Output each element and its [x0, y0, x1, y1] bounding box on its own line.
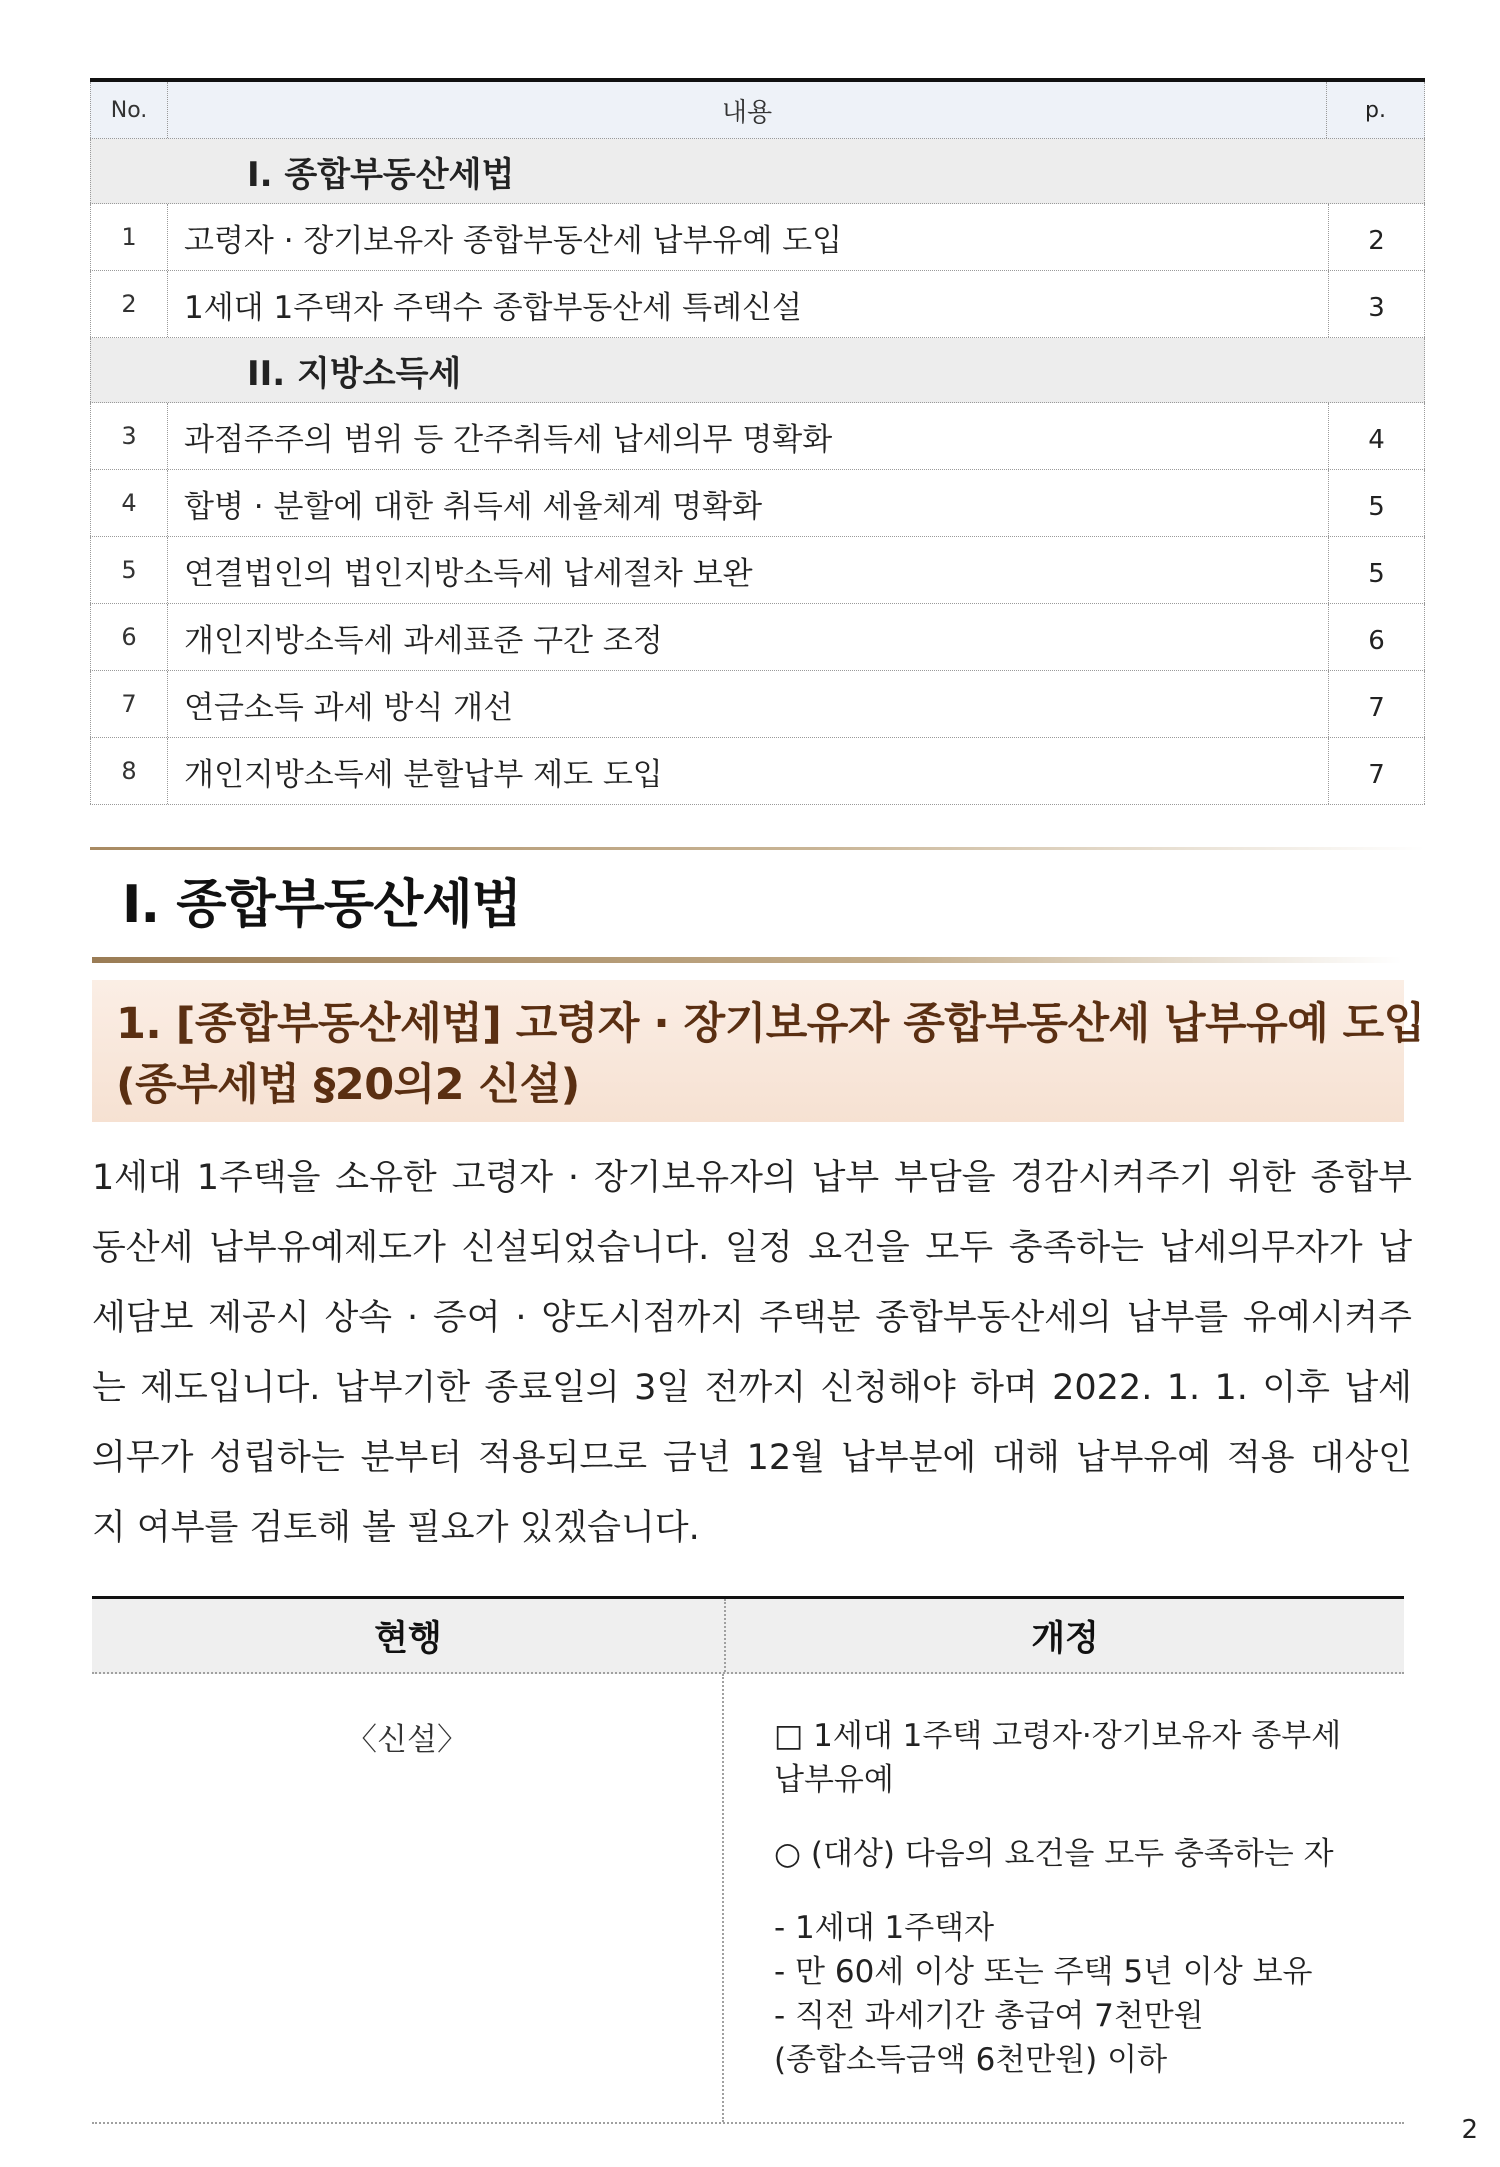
toc-item-title: 합병 · 분할에 대한 취득세 세율체계 명확화	[184, 488, 763, 525]
revised-condition: (종합소득금액 6천만원) 이하	[774, 2042, 1168, 2078]
toc-header-page: p.	[1326, 82, 1425, 138]
toc-item-title: 연금소득 과세 방식 개선	[184, 689, 514, 726]
toc-item-row	[90, 271, 1425, 338]
toc-header-row	[90, 82, 1425, 139]
toc-section-title: I. 종합부동산세법	[167, 139, 1425, 203]
paragraph-line: 는 제도입니다. 납부기한 종료일의 3일 전까지 신청해야 하며 2022. 1. 1. 이후 납세	[92, 1368, 1412, 1408]
subtitle-line-2: (종부세법 §20의2 신설)	[116, 1060, 580, 1110]
toc-item-row	[90, 403, 1425, 470]
toc-item-title: 개인지방소득세 과세표준 구간 조정	[184, 622, 663, 659]
paragraph-line: 지 여부를 검토해 볼 필요가 있겠습니다.	[92, 1508, 700, 1548]
subtitle-line-1: 1. [종합부동산세법] 고령자 · 장기보유자 종합부동산세 납부유예 도입	[116, 999, 1425, 1049]
toc-item-no: 4	[90, 470, 168, 536]
revised-condition: - 만 60세 이상 또는 주택 5년 이상 보유	[774, 1954, 1313, 1990]
toc-item-no: 6	[90, 604, 168, 670]
toc-item-page: 7	[1328, 738, 1425, 804]
toc-item-title: 과점주주의 범위 등 간주취득세 납세의무 명확화	[184, 421, 833, 458]
toc-header-content: 내용	[721, 97, 773, 128]
toc-item-page: 3	[1328, 271, 1425, 337]
comparison-table	[92, 1596, 1404, 2123]
paragraph-line: 세담보 제공시 상속 · 증여 · 양도시점까지 주택분 종합부동산세의 납부를 유예시켜주	[92, 1298, 1412, 1338]
subtitle-band	[92, 980, 1425, 1122]
section-rule-top	[90, 847, 1425, 850]
toc-item-row	[90, 537, 1425, 604]
toc-item-title: 개인지방소득세 분할납부 제도 도입	[184, 756, 663, 793]
toc-item-no: 8	[90, 738, 168, 804]
toc-item-no: 5	[90, 537, 168, 603]
revised-condition: - 1세대 1주택자	[774, 1910, 995, 1946]
toc-item-row	[90, 470, 1425, 537]
toc-item-title: 1세대 1주택자 주택수 종합부동산세 특례신설	[184, 289, 802, 326]
toc-item-row	[90, 604, 1425, 671]
paragraph-line: 1세대 1주택을 소유한 고령자 · 장기보유자의 납부 부담을 경감시켜주기 위한 종합부	[92, 1158, 1412, 1198]
section-rule-bottom	[92, 957, 1402, 963]
toc-item-row	[90, 671, 1425, 738]
revised-cell	[724, 1674, 1404, 2122]
comparison-body-row	[92, 1674, 1404, 2124]
revised-box-line: 납부유예	[774, 1762, 894, 1798]
toc-item-page: 2	[1328, 204, 1425, 270]
toc-section-row	[90, 338, 1425, 403]
toc-item-row	[90, 204, 1425, 271]
revised-box-line: □ 1세대 1주택 고령자·장기보유자 종부세	[774, 1718, 1342, 1754]
toc-item-page: 4	[1328, 403, 1425, 469]
toc-section-title: II. 지방소득세	[167, 338, 1425, 402]
header-current: 현행	[92, 1599, 726, 1672]
toc-item-no: 7	[90, 671, 168, 737]
toc-item-no: 3	[90, 403, 168, 469]
current-cell	[92, 1674, 724, 2122]
comparison-header-row	[92, 1599, 1404, 1674]
toc-item-page: 6	[1328, 604, 1425, 670]
toc-item-no: 2	[90, 271, 168, 337]
toc-item-page: 5	[1328, 537, 1425, 603]
section-title: I. 종합부동산세법	[122, 875, 521, 935]
toc-item-row	[90, 738, 1425, 805]
revised-target: ○ (대상) 다음의 요건을 모두 충족하는 자	[774, 1836, 1334, 1872]
toc-section-row	[90, 139, 1425, 204]
page-number: 2	[1461, 2115, 1478, 2145]
toc-header-no: No.	[90, 82, 168, 138]
body-paragraph	[92, 1143, 1412, 1563]
toc-item-page: 7	[1328, 671, 1425, 737]
current-text: 〈신설〉	[346, 1722, 468, 1758]
toc-table	[90, 78, 1425, 805]
toc-item-title: 고령자 · 장기보유자 종합부동산세 납부유예 도입	[184, 222, 843, 259]
toc-item-page: 5	[1328, 470, 1425, 536]
paragraph-line: 의무가 성립하는 분부터 적용되므로 금년 12월 납부분에 대해 납부유예 적용 대상인	[92, 1438, 1412, 1478]
paragraph-line: 동산세 납부유예제도가 신설되었습니다. 일정 요건을 모두 충족하는 납세의무자가 납	[92, 1228, 1412, 1268]
header-revised: 개정	[1031, 1618, 1099, 1659]
revised-condition: - 직전 과세기간 총급여 7천만원	[774, 1998, 1204, 2034]
toc-item-title: 연결법인의 법인지방소득세 납세절차 보완	[184, 555, 753, 592]
toc-item-no: 1	[90, 204, 168, 270]
